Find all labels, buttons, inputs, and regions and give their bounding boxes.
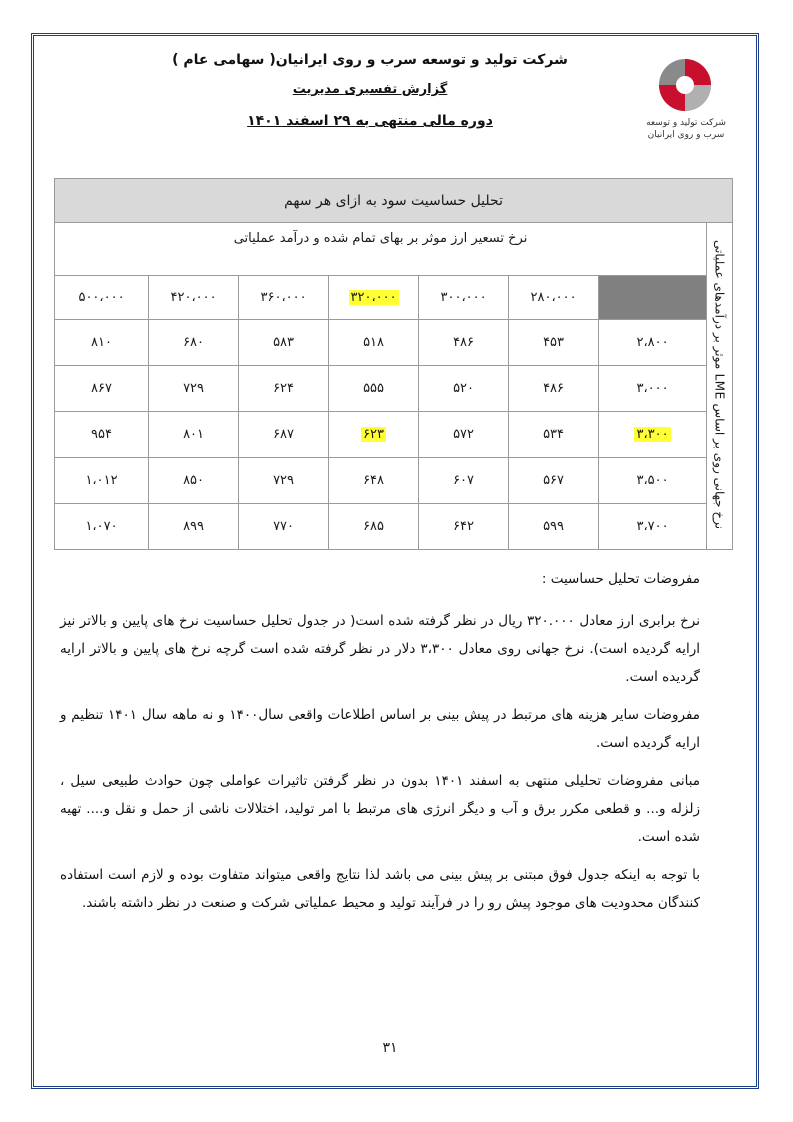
table-cell: ۴۸۶ (419, 320, 509, 366)
table-cell: ۶۴۲ (419, 504, 509, 550)
row-label (599, 412, 707, 458)
column-header-row (55, 276, 733, 320)
row-label: ۳،۵۰۰ (599, 458, 707, 504)
assumptions-section (60, 565, 700, 927)
table-cell: ۵۵۵ (329, 366, 419, 412)
assumption-paragraph-4: با توجه به اینکه جدول فوق مبتنی بر پیش بینی می باشد لذا نتایج واقعی میتواند متفاوت بوده و لازم است استفاده کنندگان محدودیت های موجود پیش رو را در فرآیند تولید و محیط عملیاتی شرکت و صنعت در نظر داشته باشند. (60, 867, 700, 911)
table-row (55, 412, 733, 458)
table-cell: ۵۱۸ (329, 320, 419, 366)
assumption-paragraph-3: مبانی مفروضات تحلیلی منتهی به اسفند ۱۴۰۱ بدون در نظر گرفتن تاثیرات عواملی چون حوادث طبیعی سیل ، زلزله و... و قطعی مکرر برق و آب و دیگر انرژی های مرتبط با امر تولید، اختلالات ناشی از حمل و نقل و.... تهیه شده است. (60, 773, 701, 845)
table-cell: ۴۵۳ (509, 320, 599, 366)
report-title: گزارش تفسیری مدیریت (292, 82, 448, 97)
table-cell-highlight: ۶۲۳ (363, 427, 385, 442)
row-label: ۲،۸۰۰ (599, 320, 707, 366)
table-cell: ۶۸۷ (239, 412, 329, 458)
column-header: ۲۸۰،۰۰۰ (509, 276, 599, 320)
table-cell: ۸۹۹ (149, 504, 239, 550)
assumption-paragraph-1: نرخ برابری ارز معادل ۳۲۰.۰۰۰ ریال در نظر گرفته شده است( در جدول تحلیل حساسیت نرخ های پایین و بالاتر نیز ارایه گردیده است). نرخ جهانی روی معادل ۳،۳۰۰ دلار در نظر گرفته شده است گرچه نرخ های پایین و بالاتر ارایه گردیده است. (60, 613, 700, 685)
column-header: ۴۲۰،۰۰۰ (149, 276, 239, 320)
side-label-text: نرخ جهانی روی بر اساس LME موثر بر درآمدهای عملیاتی (712, 239, 727, 530)
column-header: ۵۰۰،۰۰۰ (55, 276, 149, 320)
table-cell: ۵۸۳ (239, 320, 329, 366)
table-cell: ۷۲۹ (149, 366, 239, 412)
table-title: تحلیل حساسیت سود به ازای هر سهم (55, 179, 733, 223)
sensitivity-table (54, 178, 733, 550)
column-header: ۳۰۰،۰۰۰ (419, 276, 509, 320)
table-cell: ۹۵۴ (55, 412, 149, 458)
logo-caption-line2: سرب و روی ایرانیان (647, 130, 725, 140)
table-cell: ۸۶۷ (55, 366, 149, 412)
table-cell: ۷۲۹ (239, 458, 329, 504)
table-cell: ۴۸۶ (509, 366, 599, 412)
period-title: دوره مالی منتهی به ۲۹ اسفند ۱۴۰۱ (247, 113, 493, 129)
logo-caption (626, 117, 746, 141)
table-cell: ۵۹۹ (509, 504, 599, 550)
logo-caption-line1: شرکت تولید و توسعه (646, 118, 726, 128)
table-cell: ۵۶۷ (509, 458, 599, 504)
table-cell: ۶۲۴ (239, 366, 329, 412)
column-header (329, 276, 419, 320)
table-cell: ۵۳۴ (509, 412, 599, 458)
table-cell: ۶۴۸ (329, 458, 419, 504)
table-cell: ۷۷۰ (239, 504, 329, 550)
table-cell: ۵۲۰ (419, 366, 509, 412)
table-cell: ۸۱۰ (55, 320, 149, 366)
table-cell: ۸۵۰ (149, 458, 239, 504)
assumption-paragraph-2: مفروضات سایر هزینه های مرتبط در پیش بینی بر اساس اطلاعات واقعی سال۱۴۰۰ و نه ماهه سال ۱۴۰۱ تنظیم و ارایه گردیده است. (60, 707, 701, 751)
table-cell: ۵۷۲ (419, 412, 509, 458)
table-cell: ۱،۰۱۲ (55, 458, 149, 504)
corner-cell (599, 276, 707, 320)
side-label (707, 223, 733, 550)
table-row (55, 366, 733, 412)
table-cell: ۶۸۰ (149, 320, 239, 366)
company-title: شرکت تولید و توسعه سرب و روی ایرانیان( سهامی عام ) (172, 52, 568, 68)
table-cell: ۱،۰۷۰ (55, 504, 149, 550)
page-number: ۳۱ (382, 1040, 398, 1056)
column-header: ۳۶۰،۰۰۰ (239, 276, 329, 320)
table-cell: ۶۰۷ (419, 458, 509, 504)
row-label: ۳،۰۰۰ (599, 366, 707, 412)
row-label: ۳،۷۰۰ (599, 504, 707, 550)
table-cell: ۸۰۱ (149, 412, 239, 458)
table-subtitle: نرخ تسعیر ارز موثر بر بهای تمام شده و درآمد عملیاتی (55, 223, 707, 276)
table-row (55, 504, 733, 550)
assumptions-heading: مفروضات تحلیل حساسیت : (541, 571, 700, 587)
table-row (55, 458, 733, 504)
row-label-highlight: ۳،۳۰۰ (636, 427, 669, 442)
table-row (55, 320, 733, 366)
table-cell (329, 412, 419, 458)
column-header-highlight: ۳۲۰،۰۰۰ (350, 290, 397, 305)
table-cell: ۶۸۵ (329, 504, 419, 550)
